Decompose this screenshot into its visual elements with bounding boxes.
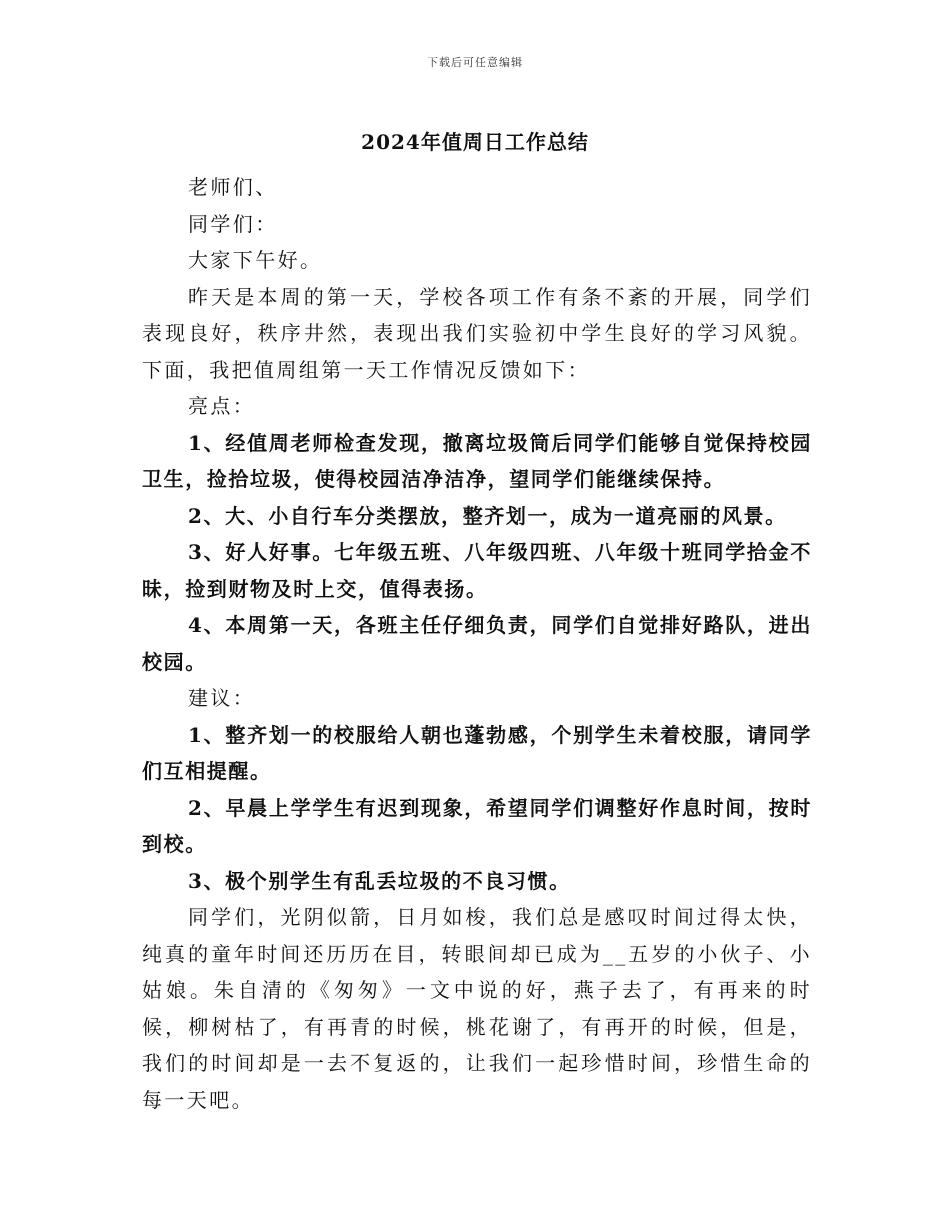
highlight-item-4: 4、本周第一天，各班主任仔细负责，同学们自觉排好路队，进出校园。: [142, 613, 812, 674]
highlights-heading: 亮点：: [188, 394, 256, 418]
header-note: 下载后可任意编辑: [427, 56, 523, 69]
closing-paragraph: 同学们，光阴似箭，日月如梭，我们总是感叹时间过得太快，纯真的童年时间还历历在目，转眼间却已成为__五岁的小伙子、小姑娘。朱自清的《匆匆》一文中说的好，燕子去了，有再来的时候，柳树枯了，有再青的时候，桃花谢了，有再开的时候，但是，我们的时间却是一去不复返的，让我们一起珍惜时间，珍惜生命的每一天吧。: [142, 905, 812, 1112]
highlight-item-1: 1、经值周老师检查发现，撤离垃圾筒后同学们能够自觉保持校园卫生，捡拾垃圾，使得校园洁净洁净，望同学们能继续保持。: [142, 430, 812, 491]
highlight-item-2: 2、大、小自行车分类摆放，整齐划一，成为一道亮丽的风景。: [188, 503, 787, 528]
greeting-students: 同学们：: [188, 211, 278, 236]
suggestion-item-3: 3、极个别学生有乱丢垃圾的不良习惯。: [188, 868, 571, 893]
document-body: [142, 169, 812, 1118]
suggestions-heading: 建议：: [188, 686, 256, 710]
intro-paragraph: 昨天是本周的第一天，学校各项工作有条不紊的开展，同学们表现良好，秩序井然，表现出我们实验初中学生良好的学习风貌。下面，我把值周组第一天工作情况反馈如下：: [142, 284, 812, 382]
suggestion-item-2: 2、早晨上学学生有迟到现象，希望同学们调整好作息时间，按时到校。: [142, 795, 812, 856]
greeting-afternoon: 大家下午好。: [188, 248, 323, 272]
highlight-item-3: 3、好人好事。七年级五班、八年级四班、八年级十班同学拾金不昧，捡到财物及时上交，值得表扬。: [142, 540, 812, 601]
suggestion-item-1: 1、整齐划一的校服给人朝也蓬勃感，个别学生未着校服，请同学们互相提醒。: [142, 722, 812, 783]
document-title: 2024年值周日工作总结: [361, 130, 589, 154]
greeting-teachers: 老师们、: [188, 175, 278, 199]
